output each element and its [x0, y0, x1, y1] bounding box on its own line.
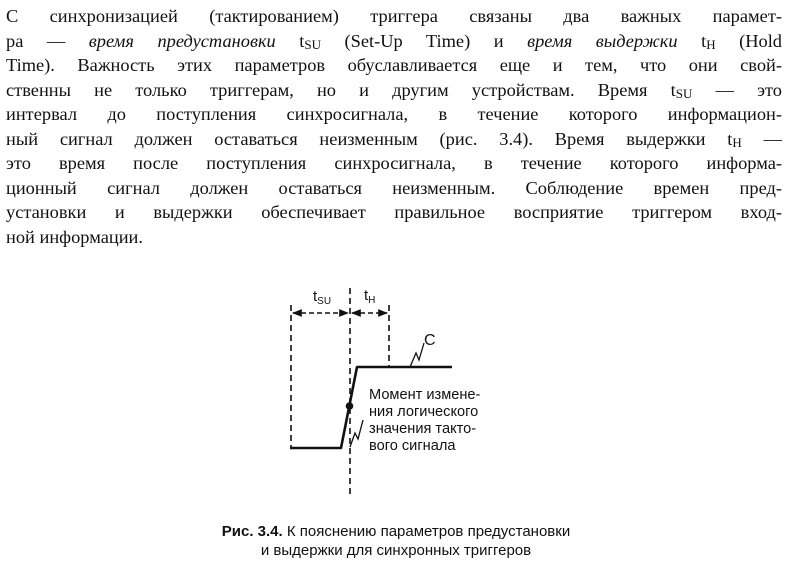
- caption-line: [0, 522, 792, 541]
- symbol-tsu: $t_{SU}$: [670, 79, 693, 101]
- text-fragment: (Set-Up Time) и: [344, 30, 504, 51]
- text-fragment: ра —: [6, 30, 66, 51]
- text-fragment: —: [763, 128, 782, 149]
- symbol-tsu: $t_{SU}$: [299, 30, 322, 52]
- annotation-text: Момент измене- ния логического значения такто- вого сигнала: [369, 387, 481, 454]
- tsu-label: $t_{SU}$: [313, 288, 332, 307]
- text-fragment: ный сигнал должен оставаться неизменным (рис. 3.4). Время выдержки: [6, 128, 706, 149]
- term-setup-time: время предустановки: [88, 30, 276, 51]
- text-line: установки и выдержки обеспечивает правильное восприятие триггером вход-: [6, 202, 782, 222]
- text-line: С синхронизацией (тактированием) триггера связаны два важных парамет-: [6, 6, 782, 26]
- symbol-th: $t_H$: [701, 30, 716, 52]
- text-line: это время после поступления синхросигнала, в течение которого информа-: [6, 153, 782, 173]
- text-line: Time). Важность этих параметров обуславливается еще и тем, что они свой-: [6, 55, 782, 75]
- caption-label: Рис. 3.4.: [221, 523, 283, 540]
- th-label: $t_H$: [364, 287, 376, 306]
- text-fragment: ственны не только триггерам, но и другим устройствам. Время: [6, 79, 648, 100]
- term-hold-time: время выдержки: [527, 30, 678, 51]
- figure-caption: [0, 522, 792, 560]
- clock-signal-label: C: [424, 332, 436, 349]
- clock-label-leader: [410, 343, 424, 367]
- caption-text: К пояснению параметров предустановки: [286, 523, 571, 540]
- annotation-leader: [350, 420, 363, 447]
- transition-point-marker: [346, 402, 354, 410]
- text-line: ционный сигнал должен оставаться неизменным. Соблюдение времен пред-: [6, 177, 782, 198]
- text-fragment: — это: [715, 79, 782, 100]
- text-fragment: (Hold: [739, 30, 782, 51]
- text-line: интервал до поступления синхросигнала, в течение которого информацион-: [6, 104, 782, 124]
- caption-line: и выдержки для синхронных триггеров: [260, 542, 532, 559]
- text-line: ной информации.: [6, 226, 143, 247]
- symbol-th: $t_H$: [727, 128, 742, 150]
